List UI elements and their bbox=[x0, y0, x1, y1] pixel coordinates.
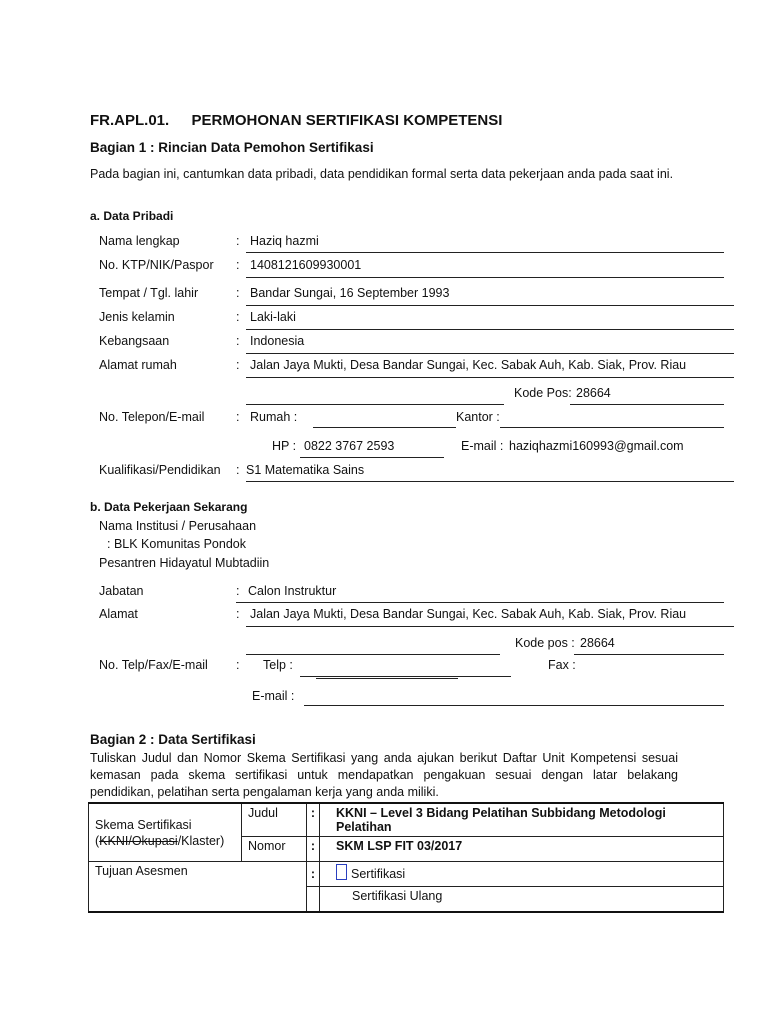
checkbox-icon[interactable] bbox=[336, 864, 347, 880]
alamat-rumah-label: Alamat rumah bbox=[99, 358, 177, 372]
data-pribadi-heading: a. Data Pribadi bbox=[90, 209, 174, 223]
section-1-intro: Pada bagian ini, cantumkan data pribadi, data pendidikan formal serta data pekerjaan anda pada saat ini. bbox=[90, 167, 674, 181]
nama-underline bbox=[246, 252, 724, 253]
institusi-label: Nama Institusi / Perusahaan bbox=[99, 519, 257, 533]
jk-value: Laki-laki bbox=[250, 310, 296, 324]
skema-label-cell bbox=[89, 803, 242, 862]
email-label: E-mail : bbox=[461, 439, 504, 453]
skema-open: ( bbox=[95, 833, 100, 848]
tujuan-label: Tujuan Asesmen bbox=[89, 862, 307, 913]
ttl-label: Tempat / Tgl. lahir bbox=[99, 286, 199, 300]
form-title-text: PERMOHONAN SERTIFIKASI KOMPETENSI bbox=[191, 112, 503, 129]
colon: : bbox=[307, 837, 320, 862]
nomor-label: Nomor bbox=[242, 837, 307, 862]
jabatan-label: Jabatan bbox=[99, 584, 144, 598]
kodepos-kantor-underline bbox=[574, 654, 724, 655]
telp-fax-label: No. Telp/Fax/E-mail bbox=[99, 658, 208, 672]
option-sertifikasi-ulang-label: Sertifikasi Ulang bbox=[352, 889, 443, 903]
table-row bbox=[89, 862, 724, 887]
skema-label: Skema Sertifikasi bbox=[95, 817, 192, 832]
jabatan-underline bbox=[236, 602, 724, 603]
alamat-kantor-label: Alamat bbox=[99, 607, 138, 621]
colon-empty bbox=[307, 887, 320, 913]
kodepos-underline bbox=[570, 404, 724, 405]
kebangsaan-underline bbox=[246, 353, 734, 354]
alamat-kantor-underline-2 bbox=[246, 654, 500, 655]
kodepos-label: Kode Pos: bbox=[514, 386, 572, 400]
nama-label: Nama lengkap bbox=[99, 234, 180, 248]
option-sertifikasi-label: Sertifikasi bbox=[351, 867, 406, 881]
colon: : bbox=[236, 334, 240, 348]
certification-table bbox=[88, 802, 724, 913]
colon: : bbox=[236, 310, 240, 324]
rumah-label: Rumah : bbox=[250, 410, 298, 424]
kualifikasi-label: Kualifikasi/Pendidikan bbox=[99, 463, 221, 477]
institusi-value-line2: Pesantren Hidayatul Mubtadiin bbox=[99, 556, 270, 570]
colon: : bbox=[236, 286, 240, 300]
kebangsaan-label: Kebangsaan bbox=[99, 334, 170, 348]
skema-rest: /Klaster) bbox=[177, 833, 225, 848]
jabatan-value: Calon Instruktur bbox=[248, 584, 337, 598]
alamat-kantor-value: Jalan Jaya Mukti, Desa Bandar Sungai, Kec. Sabak Auh, Kab. Siak, Prov. Riau bbox=[250, 607, 687, 621]
email-kantor-label: E-mail : bbox=[252, 689, 295, 703]
colon: : bbox=[236, 463, 240, 477]
form-code: FR.APL.01. bbox=[90, 112, 170, 129]
colon: : bbox=[236, 358, 240, 372]
colon: : bbox=[236, 410, 240, 424]
ktp-value: 1408121609930001 bbox=[250, 258, 362, 272]
ttl-underline bbox=[246, 305, 734, 306]
kualifikasi-value: S1 Matematika Sains bbox=[246, 463, 365, 477]
colon: : bbox=[236, 258, 240, 272]
colon: : bbox=[307, 862, 320, 887]
colon: : bbox=[236, 658, 240, 672]
alamat-underline-1 bbox=[246, 377, 734, 378]
kantor-label: Kantor : bbox=[456, 410, 500, 424]
rumah-underline bbox=[313, 427, 456, 428]
section-2-heading: Bagian 2 : Data Sertifikasi bbox=[90, 732, 256, 747]
colon: : bbox=[236, 607, 240, 621]
hp-label: HP : bbox=[272, 439, 297, 453]
alamat-underline-2 bbox=[246, 404, 504, 405]
email-value: haziqhazmi160993@gmail.com bbox=[509, 439, 684, 453]
hp-value: 0822 3767 2593 bbox=[304, 439, 395, 453]
ktp-underline bbox=[246, 277, 724, 278]
alamat-rumah-value: Jalan Jaya Mukti, Desa Bandar Sungai, Kec. Sabak Auh, Kab. Siak, Prov. Riau bbox=[250, 358, 687, 372]
hp-underline bbox=[300, 457, 444, 458]
alamat-kantor-underline bbox=[246, 626, 734, 627]
ttl-value: Bandar Sungai, 16 September 1993 bbox=[250, 286, 450, 300]
ktp-label: No. KTP/NIK/Paspor bbox=[99, 258, 214, 272]
telepon-label: No. Telepon/E-mail bbox=[99, 410, 205, 424]
section-2-intro: Tuliskan Judul dan Nomor Skema Sertifikasi yang anda ajukan berikut Daftar Unit Kompetensi sesuai kemasan pada skema sertifikasi untuk mendapatkan pengakuan sesuai dengan latar belakang pendidikan, pelatihan serta pengalaman kerja yang anda miliki. bbox=[90, 751, 678, 799]
kantor-underline bbox=[500, 427, 724, 428]
fax-label: Fax : bbox=[548, 658, 576, 672]
form-title bbox=[90, 112, 502, 129]
nama-value: Haziq hazmi bbox=[250, 234, 319, 248]
institusi-value-line1: : BLK Komunitas Pondok bbox=[107, 537, 246, 551]
kodepos-value: 28664 bbox=[576, 386, 611, 400]
colon: : bbox=[236, 234, 240, 248]
data-pekerjaan-heading: b. Data Pekerjaan Sekarang bbox=[90, 500, 248, 514]
jk-label: Jenis kelamin bbox=[99, 310, 175, 324]
colon: : bbox=[307, 803, 320, 837]
telp-label: Telp : bbox=[263, 658, 293, 672]
telp-underline-inner bbox=[316, 678, 458, 679]
table-row bbox=[89, 803, 724, 837]
nomor-value: SKM LSP FIT 03/2017 bbox=[320, 837, 724, 862]
kualifikasi-underline bbox=[246, 481, 734, 482]
telp-underline bbox=[300, 676, 511, 677]
kodepos-kantor-value: 28664 bbox=[580, 636, 615, 650]
section-1-heading: Bagian 1 : Rincian Data Pemohon Sertifikasi bbox=[90, 140, 374, 155]
skema-strikethrough: KKNI/Okupasi bbox=[99, 833, 178, 848]
colon: : bbox=[236, 584, 240, 598]
option-sertifikasi-ulang[interactable] bbox=[320, 887, 724, 913]
judul-label: Judul bbox=[242, 803, 307, 837]
judul-value: KKNI – Level 3 Bidang Pelatihan Subbidang Metodologi Pelatihan bbox=[320, 803, 724, 837]
option-sertifikasi[interactable] bbox=[320, 862, 724, 887]
kebangsaan-value: Indonesia bbox=[250, 334, 305, 348]
kodepos-kantor-label: Kode pos : bbox=[515, 636, 575, 650]
jk-underline bbox=[246, 329, 734, 330]
email-kantor-underline bbox=[304, 705, 724, 706]
